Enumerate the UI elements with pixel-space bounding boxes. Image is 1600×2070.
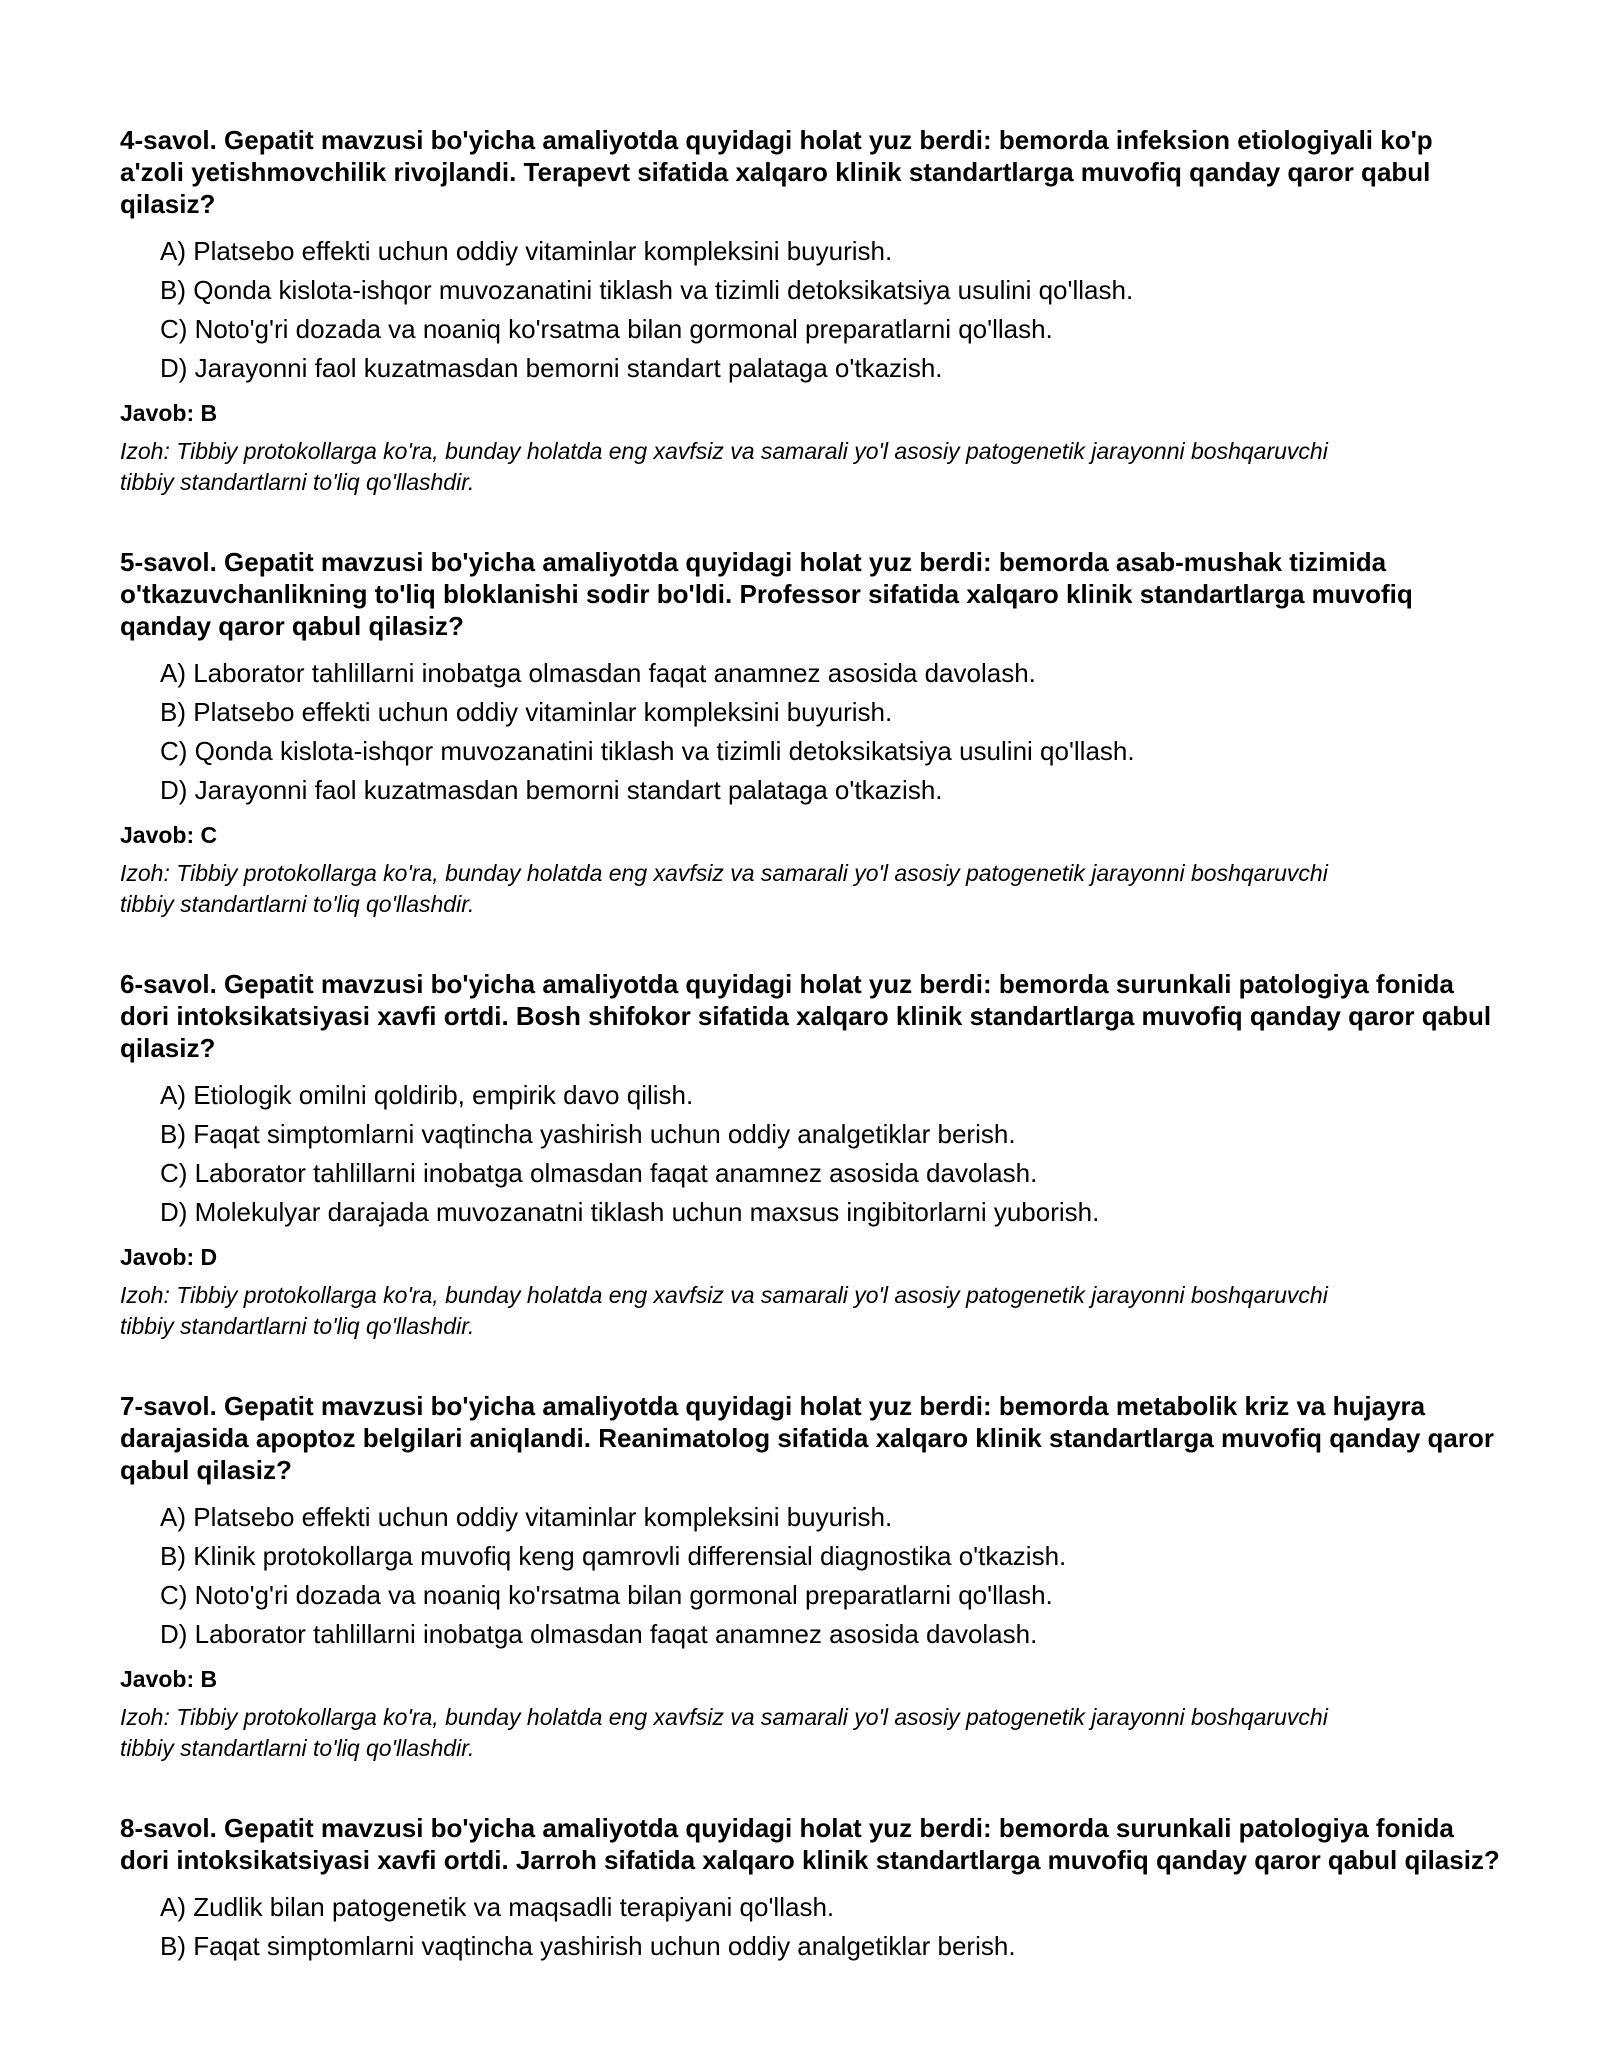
- option-b: B) Klinik protokollarga muvofiq keng qamrovli differensial diagnostika o'tkazish.: [160, 1541, 1067, 1571]
- option-a: A) Platsebo effekti uchun oddiy vitaminlar kompleksini buyurish.: [160, 1502, 893, 1532]
- option-d: D) Jarayonni faol kuzatmasdan bemorni standart palataga o'tkazish.: [160, 775, 943, 805]
- question-title: 7-savol. Gepatit mavzusi bo'yicha amaliyotda quyidagi holat yuz berdi: bemorda metabolik kriz va hujayra darajasida apoptoz belgilari aniqlandi. Reanimatolog sifatida xalqaro klinik standartlarga muvofiq qanday qaror qabul qilasiz?: [120, 1391, 1494, 1485]
- question-title: 6-savol. Gepatit mavzusi bo'yicha amaliyotda quyidagi holat yuz berdi: bemorda surunkali patologiya fonida dori intoksikatsiyasi xavfi ortdi. Bosh shifokor sifatida xalqaro klinik standartlarga muvofiq qanday qaror qabul qilasiz?: [120, 969, 1492, 1063]
- option-b: B) Qonda kislota-ishqor muvozanatini tiklash va tizimli detoksikatsiya usulini qo'llash.: [160, 275, 1134, 305]
- option-c: C) Qonda kislota-ishqor muvozanatini tiklash va tizimli detoksikatsiya usulini qo'llash.: [160, 736, 1135, 766]
- explanation: Izoh: Tibbiy protokollarga ko'ra, bunday holatda eng xavfsiz va samarali yo'l asosiy patogenetik jarayonni boshqaruvchi tibbiy standartlarni to'liq qo'llashdir.: [120, 1282, 1328, 1339]
- option-a: A) Etiologik omilni qoldirib, empirik davo qilish.: [160, 1080, 694, 1110]
- question-8: [120, 1812, 1500, 1966]
- option-d: D) Laborator tahlillarni inobatga olmasdan faqat anamnez asosida davolash.: [160, 1619, 1038, 1649]
- question-title: 8-savol. Gepatit mavzusi bo'yicha amaliyotda quyidagi holat yuz berdi: bemorda surunkali patologiya fonida dori intoksikatsiyasi xavfi ortdi. Jarroh sifatida xalqaro klinik standartlarga muvofiq qanday qaror qabul qilasiz?: [120, 1813, 1500, 1875]
- question-title: 4-savol. Gepatit mavzusi bo'yicha amaliyotda quyidagi holat yuz berdi: bemorda infeksion etiologiyali ko'p a'zoli yetishmovchilik rivojlandi. Terapevt sifatida xalqaro klinik standartlarga muvofiq qanday qaror qabul qilasiz?: [120, 125, 1433, 219]
- option-c: C) Noto'g'ri dozada va noaniq ko'rsatma bilan gormonal preparatlarni qo'llash.: [160, 1580, 1053, 1610]
- option-b: B) Platsebo effekti uchun oddiy vitaminlar kompleksini buyurish.: [160, 697, 893, 727]
- question-4: [120, 124, 1500, 498]
- option-b: B) Faqat simptomlarni vaqtincha yashirish uchun oddiy analgetiklar berish.: [160, 1931, 1016, 1961]
- answer: Javob: D: [120, 1244, 218, 1270]
- option-a: A) Laborator tahlillarni inobatga olmasdan faqat anamnez asosida davolash.: [160, 658, 1036, 688]
- answer: Javob: C: [120, 822, 218, 848]
- answer: Javob: B: [120, 1666, 218, 1692]
- option-a: A) Platsebo effekti uchun oddiy vitaminlar kompleksini buyurish.: [160, 236, 893, 266]
- explanation: Izoh: Tibbiy protokollarga ko'ra, bunday holatda eng xavfsiz va samarali yo'l asosiy patogenetik jarayonni boshqaruvchi tibbiy standartlarni to'liq qo'llashdir.: [120, 1704, 1328, 1761]
- option-a: A) Zudlik bilan patogenetik va maqsadli terapiyani qo'llash.: [160, 1892, 835, 1922]
- explanation: Izoh: Tibbiy protokollarga ko'ra, bunday holatda eng xavfsiz va samarali yo'l asosiy patogenetik jarayonni boshqaruvchi tibbiy standartlarni to'liq qo'llashdir.: [120, 438, 1328, 495]
- option-b: B) Faqat simptomlarni vaqtincha yashirish uchun oddiy analgetiklar berish.: [160, 1119, 1016, 1149]
- question-title: 5-savol. Gepatit mavzusi bo'yicha amaliyotda quyidagi holat yuz berdi: bemorda asab-mushak tizimida o'tkazuvchanlikning to'liq bloklanishi sodir bo'ldi. Professor sifatida xalqaro klinik standartlarga muvofiq qanday qaror qabul qilasiz?: [120, 547, 1413, 641]
- explanation: Izoh: Tibbiy protokollarga ko'ra, bunday holatda eng xavfsiz va samarali yo'l asosiy patogenetik jarayonni boshqaruvchi tibbiy standartlarni to'liq qo'llashdir.: [120, 860, 1328, 917]
- question-5: [120, 546, 1500, 920]
- document-page: [120, 124, 1500, 2014]
- option-d: D) Jarayonni faol kuzatmasdan bemorni standart palataga o'tkazish.: [160, 353, 943, 383]
- option-c: C) Noto'g'ri dozada va noaniq ko'rsatma bilan gormonal preparatlarni qo'llash.: [160, 314, 1053, 344]
- option-d: D) Molekulyar darajada muvozanatni tiklash uchun maxsus ingibitorlarni yuborish.: [160, 1197, 1100, 1227]
- question-6: [120, 968, 1500, 1342]
- option-c: C) Laborator tahlillarni inobatga olmasdan faqat anamnez asosida davolash.: [160, 1158, 1038, 1188]
- answer: Javob: B: [120, 400, 218, 426]
- question-7: [120, 1390, 1500, 1764]
